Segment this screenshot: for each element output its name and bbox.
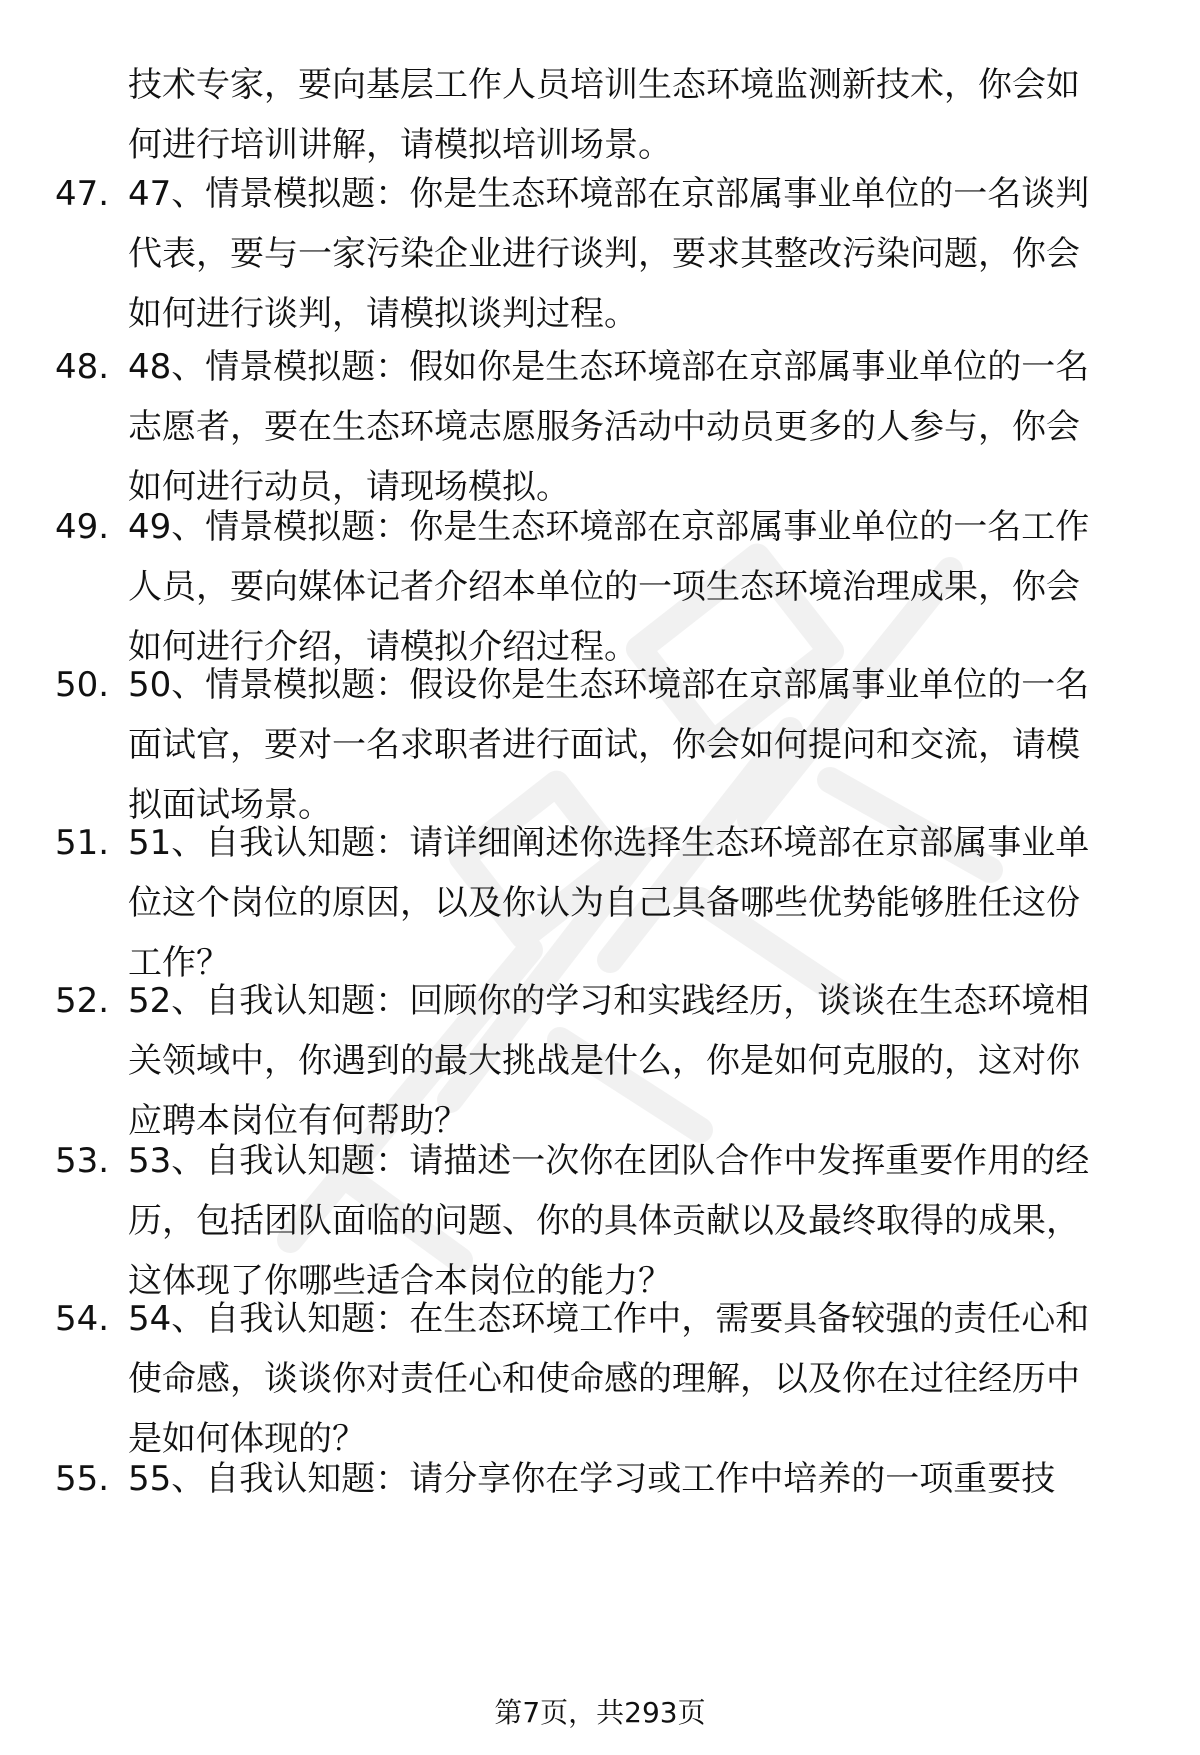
list-item-55	[55, 1449, 1145, 1509]
list-item-51	[55, 813, 1145, 993]
item-text: 51、自我认知题：请详细阐述你选择生态环境部在京部属事业单 位这个岗位的原因，以及你认为自己具备哪些优势能够胜任这份 工作？	[128, 823, 1090, 983]
list-item-47	[55, 164, 1145, 344]
item-number: 47.	[55, 174, 110, 214]
item-number: 53.	[55, 1141, 110, 1181]
item-number: 52.	[55, 981, 110, 1021]
list-item-50	[55, 655, 1145, 835]
list-item-48	[55, 337, 1145, 517]
item-text: 48、情景模拟题：假如你是生态环境部在京部属事业单位的一名 志愿者，要在生态环境志愿服务活动中动员更多的人参与，你会 如何进行动员，请现场模拟。	[128, 347, 1090, 507]
item-text: 55、自我认知题：请分享你在学习或工作中培养的一项重要技	[128, 1459, 1056, 1499]
item-text: 52、自我认知题：回顾你的学习和实践经历，谈谈在生态环境相 关领域中，你遇到的最大挑战是什么，你是如何克服的，这对你 应聘本岗位有何帮助？	[128, 981, 1090, 1141]
list-item-continuation	[55, 55, 1145, 175]
list-item-52	[55, 971, 1145, 1151]
item-text: 50、情景模拟题：假设你是生态环境部在京部属事业单位的一名 面试官，要对一名求职者进行面试，你会如何提问和交流，请模 拟面试场景。	[128, 665, 1090, 825]
item-number: 50.	[55, 665, 110, 705]
item-number: 54.	[55, 1299, 110, 1339]
item-number: 49.	[55, 507, 110, 547]
list-item-53	[55, 1131, 1145, 1311]
item-number: 51.	[55, 823, 110, 863]
item-text: 53、自我认知题：请描述一次你在团队合作中发挥重要作用的经 历，包括团队面临的问题、你的具体贡献以及最终取得的成果， 这体现了你哪些适合本岗位的能力？	[128, 1141, 1090, 1301]
list-item-54	[55, 1289, 1145, 1469]
item-text: 技术专家，要向基层工作人员培训生态环境监测新技术，你会如 何进行培训讲解，请模拟培训场景。	[128, 65, 1080, 165]
list-item-49	[55, 497, 1145, 677]
item-text: 54、自我认知题：在生态环境工作中，需要具备较强的责任心和 使命感，谈谈你对责任心和使命感的理解，以及你在过往经历中 是如何体现的？	[128, 1299, 1090, 1459]
item-number: 55.	[55, 1459, 110, 1499]
page-footer: 第7页，共293页	[494, 1696, 706, 1729]
item-text: 47、情景模拟题：你是生态环境部在京部属事业单位的一名谈判 代表，要与一家污染企业进行谈判，要求其整改污染问题，你会 如何进行谈判，请模拟谈判过程。	[128, 174, 1090, 334]
item-number: 48.	[55, 347, 110, 387]
item-text: 49、情景模拟题：你是生态环境部在京部属事业单位的一名工作 人员，要向媒体记者介绍本单位的一项生态环境治理成果，你会 如何进行介绍，请模拟介绍过程。	[128, 507, 1090, 667]
